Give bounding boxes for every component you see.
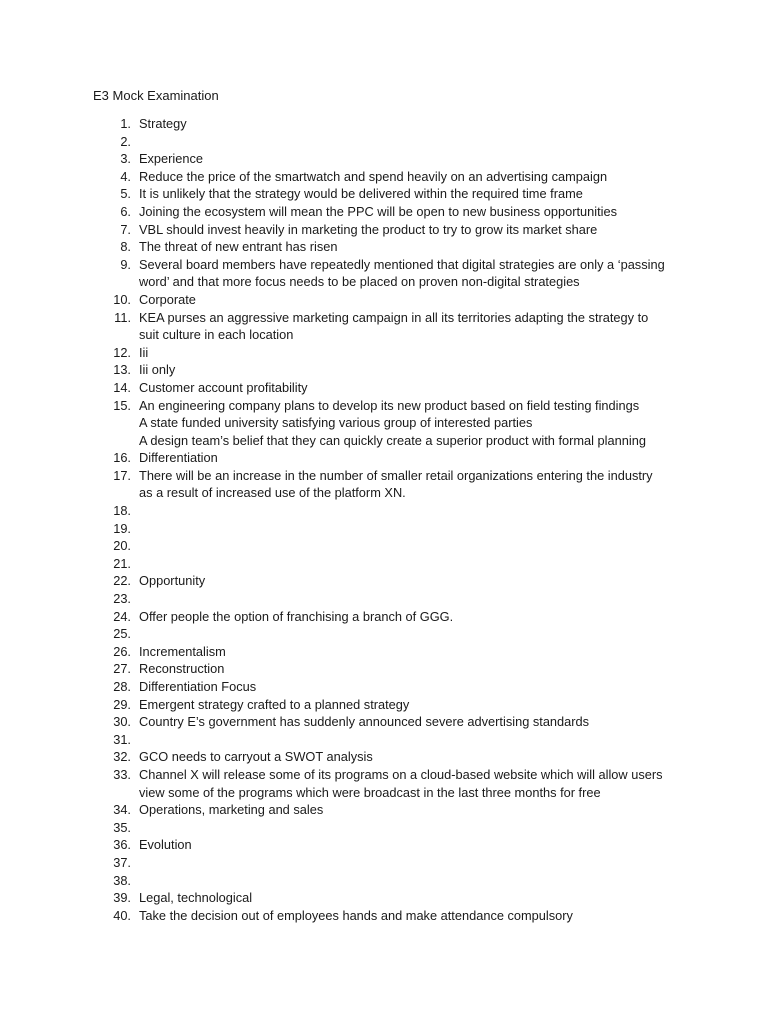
answer-item <box>0 872 768 890</box>
answer-text <box>139 555 699 573</box>
answer-item <box>0 309 768 344</box>
answer-number: 16. <box>113 450 131 466</box>
answer-text <box>139 168 699 186</box>
answer-number: 24. <box>113 608 131 624</box>
answer-number: 29. <box>113 696 131 712</box>
answer-number: 12. <box>113 344 131 360</box>
answer-item <box>0 520 768 538</box>
answer-number: 27. <box>113 661 131 677</box>
answer-number: 5. <box>120 186 131 202</box>
answer-text-line: Iii <box>139 344 149 360</box>
answer-text-line: Channel X will release some of its programs on a cloud-based website which will allow users <box>139 766 663 782</box>
answer-number: 20. <box>113 538 131 554</box>
answer-item <box>0 836 768 854</box>
answer-item <box>0 537 768 555</box>
answer-text <box>139 625 699 643</box>
answer-text-line: Joining the ecosystem will mean the PPC will be open to new business opportunities <box>139 203 618 219</box>
answer-text <box>139 238 699 256</box>
answer-text <box>139 115 699 133</box>
answer-item <box>0 907 768 925</box>
answer-number: 33. <box>113 766 131 782</box>
answer-number: 8. <box>120 239 131 255</box>
answer-number: 3. <box>120 151 131 167</box>
answer-text <box>139 291 699 309</box>
answer-item <box>0 713 768 731</box>
answer-text <box>139 608 699 626</box>
answer-text-line: Experience <box>139 151 204 167</box>
answer-text-line: as a result of increased use of the platform XN. <box>139 485 406 501</box>
answer-item <box>0 572 768 590</box>
answer-text-line: Opportunity <box>139 573 206 589</box>
answer-text-line: Strategy <box>139 116 187 131</box>
answer-item <box>0 256 768 291</box>
answer-text <box>139 643 699 661</box>
answer-text-line: word’ and that more focus needs to be placed on proven non-digital strategies <box>139 274 580 290</box>
answer-number: 14. <box>113 379 131 395</box>
answer-text-line: Offer people the option of franchising a branch of GGG. <box>139 608 454 624</box>
answer-text <box>139 309 699 344</box>
answer-text-line: view some of the programs which were broadcast in the last three months for free <box>139 784 601 800</box>
answer-item <box>0 168 768 186</box>
answer-text <box>139 678 699 696</box>
answer-item <box>0 854 768 872</box>
answer-item <box>0 291 768 309</box>
answer-item <box>0 625 768 643</box>
answer-number: 34. <box>113 802 131 818</box>
answer-number: 28. <box>113 679 131 694</box>
answer-number: 1. <box>120 116 131 131</box>
answer-item <box>0 133 768 151</box>
answer-text-line: KEA purses an aggressive marketing campaign in all its territories adapting the strategy to <box>139 309 649 325</box>
answer-text <box>139 520 699 538</box>
answer-item <box>0 766 768 801</box>
answer-number: 38. <box>113 872 131 888</box>
answer-item <box>0 449 768 467</box>
answer-text <box>139 203 699 221</box>
answer-item <box>0 643 768 661</box>
answer-text-line: Evolution <box>139 837 192 853</box>
answer-text-line: There will be an increase in the number of smaller retail organizations entering the industry <box>139 467 653 483</box>
answer-item <box>0 502 768 520</box>
answer-item <box>0 678 768 696</box>
answer-number: 39. <box>113 890 131 906</box>
answer-number: 10. <box>113 291 131 307</box>
answer-text-line: The threat of new entrant has risen <box>139 239 338 255</box>
answer-number: 15. <box>113 397 131 413</box>
answer-text <box>139 801 699 819</box>
answer-text <box>139 889 699 907</box>
answer-number: 9. <box>120 256 131 272</box>
answer-text-line: Customer account profitability <box>139 379 308 395</box>
answer-text <box>139 449 699 467</box>
answer-number: 11. <box>114 309 131 325</box>
answer-text <box>139 696 699 714</box>
answer-number: 37. <box>113 854 131 870</box>
answer-text <box>139 133 699 151</box>
answer-text <box>139 836 699 854</box>
answer-text <box>139 766 699 801</box>
answer-text-line: Legal, technological <box>139 890 253 906</box>
answer-text <box>139 748 699 766</box>
answer-item <box>0 889 768 907</box>
answer-item <box>0 590 768 608</box>
answer-item <box>0 801 768 819</box>
answer-item <box>0 660 768 678</box>
answer-text-line: Several board members have repeatedly mentioned that digital strategies are only a ‘passing <box>139 256 665 272</box>
answer-text-line: Country E’s government has suddenly announced severe advertising standards <box>139 714 590 730</box>
answer-number: 18. <box>113 503 131 519</box>
answer-number: 25. <box>113 626 131 642</box>
answer-text <box>139 185 699 203</box>
answer-text-line: suit culture in each location <box>139 327 294 343</box>
answer-number: 32. <box>113 749 131 765</box>
answer-text <box>139 256 699 291</box>
answer-text-line: Differentiation <box>139 450 218 466</box>
answer-item <box>0 731 768 749</box>
answer-item <box>0 608 768 626</box>
answer-text-line: Reconstruction <box>139 661 225 677</box>
answer-text-line: An engineering company plans to develop its new product based on field testing findings <box>139 397 640 413</box>
answer-text <box>139 221 699 239</box>
answer-number: 35. <box>113 819 131 835</box>
answer-number: 40. <box>113 907 131 923</box>
answer-item <box>0 361 768 379</box>
answer-text <box>139 467 699 502</box>
answer-text-line: Corporate <box>139 291 196 307</box>
answer-list <box>0 115 768 924</box>
answer-text-line: GCO needs to carryout a SWOT analysis <box>139 749 373 765</box>
answer-text-line: Emergent strategy crafted to a planned strategy <box>139 696 410 712</box>
answer-number: 23. <box>113 591 131 607</box>
answer-item <box>0 467 768 502</box>
answer-text <box>139 537 699 555</box>
answer-item <box>0 748 768 766</box>
answer-text-line: Incrementalism <box>139 643 226 659</box>
answer-number: 7. <box>120 221 131 237</box>
answer-text <box>139 854 699 872</box>
answer-number: 2. <box>120 133 131 149</box>
answer-number: 17. <box>113 467 131 483</box>
answer-item <box>0 819 768 837</box>
answer-text <box>139 397 699 450</box>
answer-text <box>139 590 699 608</box>
answer-text <box>139 660 699 678</box>
answer-text <box>139 907 699 925</box>
answer-number: 19. <box>113 520 131 536</box>
answer-number: 21. <box>113 555 131 571</box>
answer-item <box>0 344 768 362</box>
answer-text-line: Operations, marketing and sales <box>139 802 324 818</box>
answer-number: 30. <box>113 714 131 730</box>
answer-text-line: VBL should invest heavily in marketing the product to try to grow its market share <box>139 221 598 237</box>
answer-text <box>139 150 699 168</box>
answer-text-line: Differentiation Focus <box>139 679 257 694</box>
answer-text-line: Iii only <box>139 362 176 378</box>
answer-text-line: A design team’s belief that they can quickly create a superior product with formal planning <box>139 432 646 448</box>
answer-text <box>139 502 699 520</box>
answer-item <box>0 397 768 450</box>
answer-text-line: It is unlikely that the strategy would be delivered within the required time frame <box>139 186 583 202</box>
answer-number: 22. <box>113 573 131 589</box>
answer-item <box>0 203 768 221</box>
answer-number: 6. <box>120 203 131 219</box>
answer-item <box>0 185 768 203</box>
answer-text-line: Take the decision out of employees hands and make attendance compulsory <box>139 907 573 923</box>
answer-text <box>139 819 699 837</box>
answer-item <box>0 150 768 168</box>
answer-text <box>139 872 699 890</box>
answer-text-line: A state funded university satisfying various group of interested parties <box>139 415 533 431</box>
answer-item <box>0 115 768 133</box>
answer-text <box>139 572 699 590</box>
answer-text <box>139 731 699 749</box>
answer-item <box>0 238 768 256</box>
answer-item <box>0 379 768 397</box>
answer-item <box>0 221 768 239</box>
answer-item <box>0 696 768 714</box>
answer-number: 13. <box>113 362 131 378</box>
answer-number: 36. <box>113 837 131 853</box>
answer-text-line: Reduce the price of the smartwatch and spend heavily on an advertising campaign <box>139 168 608 184</box>
answer-number: 26. <box>113 643 131 659</box>
answer-text <box>139 344 699 362</box>
answer-number: 4. <box>120 168 131 184</box>
answer-text <box>139 361 699 379</box>
answer-item <box>0 555 768 573</box>
answer-text <box>139 379 699 397</box>
answer-text <box>139 713 699 731</box>
answer-number: 31. <box>113 731 131 747</box>
document-title: E3 Mock Examination <box>93 88 219 103</box>
